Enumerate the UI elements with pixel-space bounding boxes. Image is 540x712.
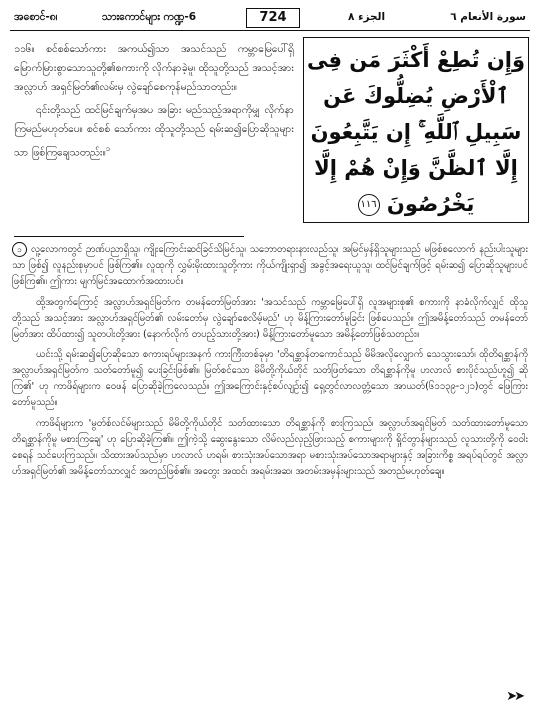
translation-paragraph: ၁၁၆။ စင်စစ်သော်ကား အကယ်၍သာ အသင်သည် ကမ္ဘာမြေပေါ်ရှိ မြောက်မြားစွာသောသူတို့၏စကားကို လိုက်နာခဲ့မူ၊ ထိုသူတို့သည် အသင့်အား အလ္လာဟ် အရှင်မြတ်၏လမ်းမှ လွဲချော်စေကုန်မည်သာတည်း။ [14, 43, 294, 93]
volume-label: အစောင်-၈၊ [14, 11, 58, 23]
arabic-line: ٱلْأَرْضِ يُضِلُّوكَ عَن [323, 84, 509, 108]
surah-label: سورة الأنعام ٦ [450, 11, 526, 23]
footnote-number-circle: ၁ [12, 242, 27, 257]
page-number: 724 [246, 8, 300, 28]
commentary-text: လူ့လောကတွင် ဉာဏ်ပညာရှိသူ၊ ကျိုးကြောင်းဆင်ခြင်သိမြင်သူ၊ သဘောတရားနားလည်သူ၊ အမြင်မှန်ရှိသူများသည် မဖြစ်စလောက် နည်းပါးသူများသာ ဖြစ်၍ လူနည်းစုမှာပင် ဖြစ်ကြ၏။ လူထုကို လွှမ်းမိုးထားသူတို့ကား ကိုယ်ကျိုးရှာ၍ အခွင့်အရေးယူသူ၊ ထင်မြင်ချက်ဖြင့် ရမ်းဆ၍ ပြောဆိုသူများပင် ဖြစ်ကြ၏။ ဤကား မျက်မြင်အထောက်အထားပင်။ [12, 244, 528, 287]
footnote-marker: ၁ [105, 144, 111, 153]
commentary-paragraph [12, 242, 528, 290]
arabic-line-last [304, 186, 528, 222]
arabic-line: وَإِن تُطِعْ أَكْثَرَ مَن فِى [306, 48, 526, 72]
arabic-verse [304, 42, 528, 222]
translation-paragraph-2 [14, 101, 294, 162]
verse-number-marker: ١١٦ [358, 194, 380, 216]
arabic-line: إِلَّا ٱلظَّنَّ وَإِنْ هُمْ إِلَّا [314, 156, 518, 180]
page-header [10, 6, 530, 28]
header-rule [10, 30, 530, 31]
footnote-rule [14, 236, 244, 237]
verse-translation [14, 40, 294, 166]
arabic-verse-box [303, 37, 529, 223]
translation-text: ၎င်းတို့သည် ထင်မြင်ချက်မှအပ အခြား မည်သည့်အရာကိုမျှ လိုက်နာကြမည်မဟုတ်ပေ။ စင်စစ် သော်ကား ထိုသူတို့သည် ရမ်းဆ၍ပြောဆိုသူများသာ ဖြစ်ကြချေသတည်း။ [14, 104, 294, 159]
continue-arrow-icon: ➤➤ [506, 689, 522, 704]
arabic-line: يَخْرُصُونَ [386, 192, 475, 216]
juz-label: الجزء ٨ [348, 11, 386, 23]
section-label: သားကောင်များ ကဏ္ဍ-6 [102, 11, 197, 23]
commentary [12, 242, 528, 485]
commentary-paragraph: ကာဖိရ်များက 'မွတ်စ်လင်မ်များသည် မိမိတို့ကိုယ်တိုင် သတ်ထားသော တိရစ္ဆာန်ကို စားကြသည်၊ အလ္လာဟ်အရှင်မြတ် သတ်ထားတော်မူသော တိရစ္ဆာန်ကိုမူ မစားကြချေ' ဟု ပြောဆိုခဲ့ကြ၏။ ဤကဲ့သို့ ဆွေးနွေးသော လိမ်လည်လှည့်ဖြားသည့် စကားများကို ရှိုင်တွာန်များသည် လူသားတို့ကို ဝေဝါးစေရန် သင်ပေးကြသည်။ သိထားအပ်သည်မှာ ဟလာလ် ဟရမ်၊ စားသုံးအပ်သောအရာ မစားသုံးအပ်သောအရာများနှင့် အခြားကိစ္စ အရပ်ရပ်တွင် အလ္လာဟ်အရှင်မြတ်၏ အမိန့်တော်သာလျှင် အတည်ဖြစ်၏။ အတွေး အထင်၊ အရမ်းအဆ၊ အတမ်းအမှန်းများသည် အတည်မဟုတ်ချေ။ [12, 418, 528, 477]
commentary-paragraph: ယင်းသို့ ရမ်းဆ၍ပြောဆိုသော စကားရပ်များအနက် ကားကြီးတစ်ခုမှာ 'တိရစ္ဆာန်တကောင်သည် မိမိအလိုလျှောက် သေသွားသော်၊ ထိုတိရစ္ဆာန်ကို အလ္လာဟ်အရှင်မြတ်က သတ်တော်မူ၍ ပေးခြင်းဖြစ်၏။ မြတ်စင်သော မိမိတို့ကိုယ်တိုင် သတ်ဖြတ်သော တိရစ္ဆာန်ကိုမူ ဟလာလ် စားပိုင်သည်ဟူ၍ ဆိုကြ၏' ဟု ကာဖိရ်များက ဝေဖန် ပြောဆိုခဲ့ကြလေသည်။ ဤအကြောင်းနှင့်စပ်လျဉ်း၍ ရှေ့တွင်လာလတ္တံ့သော အာယတ်(၆၁၁၃၉-၁၂၁)တွင် ဖြေကြားတော်မူသည်။ [12, 349, 528, 409]
commentary-paragraph: ထို့အတွက်ကြောင့် အလ္လာဟ်အရှင်မြတ်က တမန်တော်မြတ်အား 'အသင်သည် ကမ္ဘာမြေပေါ်ရှိ လူအများစု၏ စကားကို နာခံလိုက်လျှင် ထိုသူတို့သည် အသင့်အား အလ္လာဟ်အရှင်မြတ်၏ လမ်းတော်မှ လွဲချော်စေလိမ့်မည်' ဟု မိန့်ကြားတော်မူခြင်း ဖြစ်ပေသည်။ ဤအမိန့်တော်သည် တမန်တော်မြတ်အား ထိပ်ထား၍ သူတပါးတို့အား (နောက်လိုက် တပည့်သားတို့အား) မိန့်ကြားတော်မူသော အမိန့်တော်ဖြစ်သတည်း။ [12, 296, 528, 340]
arabic-line: سَبِيلِ ٱللَّهِ ۚ إِن يَتَّبِعُونَ [310, 120, 522, 144]
